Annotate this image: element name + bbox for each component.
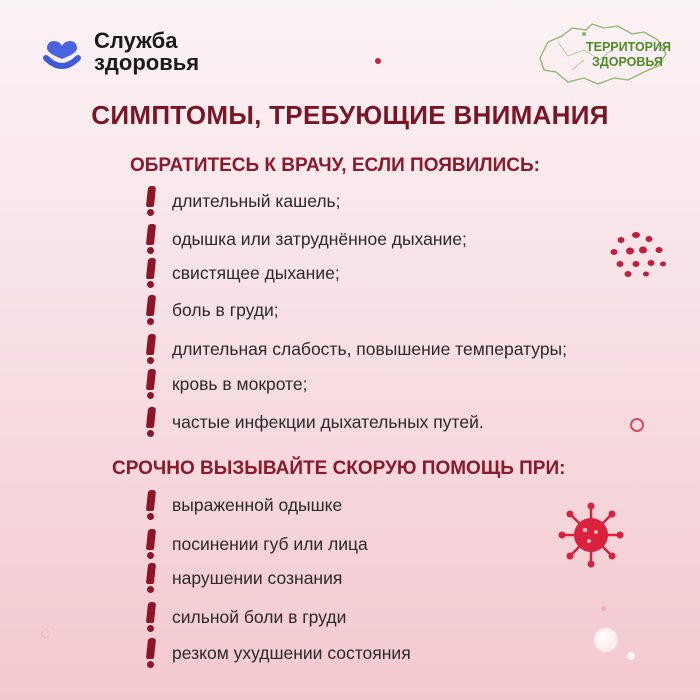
decor-dot [627,652,635,660]
decor-dot [601,606,606,611]
exclamation-icon [142,334,160,364]
brand-name [94,30,199,74]
exclamation-icon [142,186,160,216]
list-item [142,602,346,632]
exclamation-icon [142,369,160,399]
virus-icon [556,500,626,570]
exclamation-icon [142,224,160,254]
partner-name [586,40,678,70]
decor-bubble [594,628,618,652]
decor-dot [375,58,381,64]
list-item [142,407,484,437]
list-item-text: посинении губ или лица [172,533,368,554]
list-item-text: длительная слабость, повышение температуры; [172,338,567,359]
cell-cluster-icon [606,228,668,280]
list-item [142,490,342,520]
list-item-text: частые инфекции дыхательных путей. [172,411,484,432]
decor-ring [630,418,644,432]
list-item-text: резком ухудшении состояния [172,642,411,663]
list-item-text: свистящее дыхание; [172,262,340,283]
brand-name-line1: Служба [94,28,178,53]
list-item-text: боль в груди; [172,299,279,320]
list-item [142,258,340,288]
list-item [142,334,567,364]
partner-logo [528,20,678,90]
list-item [142,638,411,668]
exclamation-icon [142,638,160,668]
brand-name-line2: здоровья [94,50,200,75]
partner-name-line1: ТЕРРИТОРИЯ [586,40,671,54]
exclamation-icon [142,490,160,520]
decor-ring [41,629,50,638]
list-item-text: сильной боли в груди [172,606,347,627]
exclamation-icon [142,407,160,437]
exclamation-icon [142,258,160,288]
section2-heading: СРОЧНО ВЫЗЫВАЙТЕ СКОРУЮ ПОМОЩЬ ПРИ: [112,458,566,479]
list-item-text: одышка или затруднённое дыхание; [172,228,467,249]
list-item-text: длительный кашель; [172,190,341,211]
exclamation-icon [142,295,160,325]
list-item [142,563,342,593]
page-title: СИМПТОМЫ, ТРЕБУЮЩИЕ ВНИМАНИЯ [91,100,609,130]
list-item [142,369,307,399]
heart-check-icon [42,32,82,72]
exclamation-icon [142,529,160,559]
brand-logo [42,30,199,74]
exclamation-icon [142,602,160,632]
list-item [142,529,368,559]
list-item-text: нарушении сознания [172,567,343,588]
partner-name-line2: ЗДОРОВЬЯ [592,55,663,69]
list-item [142,295,279,325]
exclamation-icon [142,563,160,593]
list-item-text: выраженной одышке [172,494,343,515]
list-item [142,186,341,216]
section1-heading: ОБРАТИТЕСЬ К ВРАЧУ, ЕСЛИ ПОЯВИЛИСЬ: [130,155,540,176]
list-item-text: кровь в мокроте; [172,373,308,394]
list-item [142,224,467,254]
